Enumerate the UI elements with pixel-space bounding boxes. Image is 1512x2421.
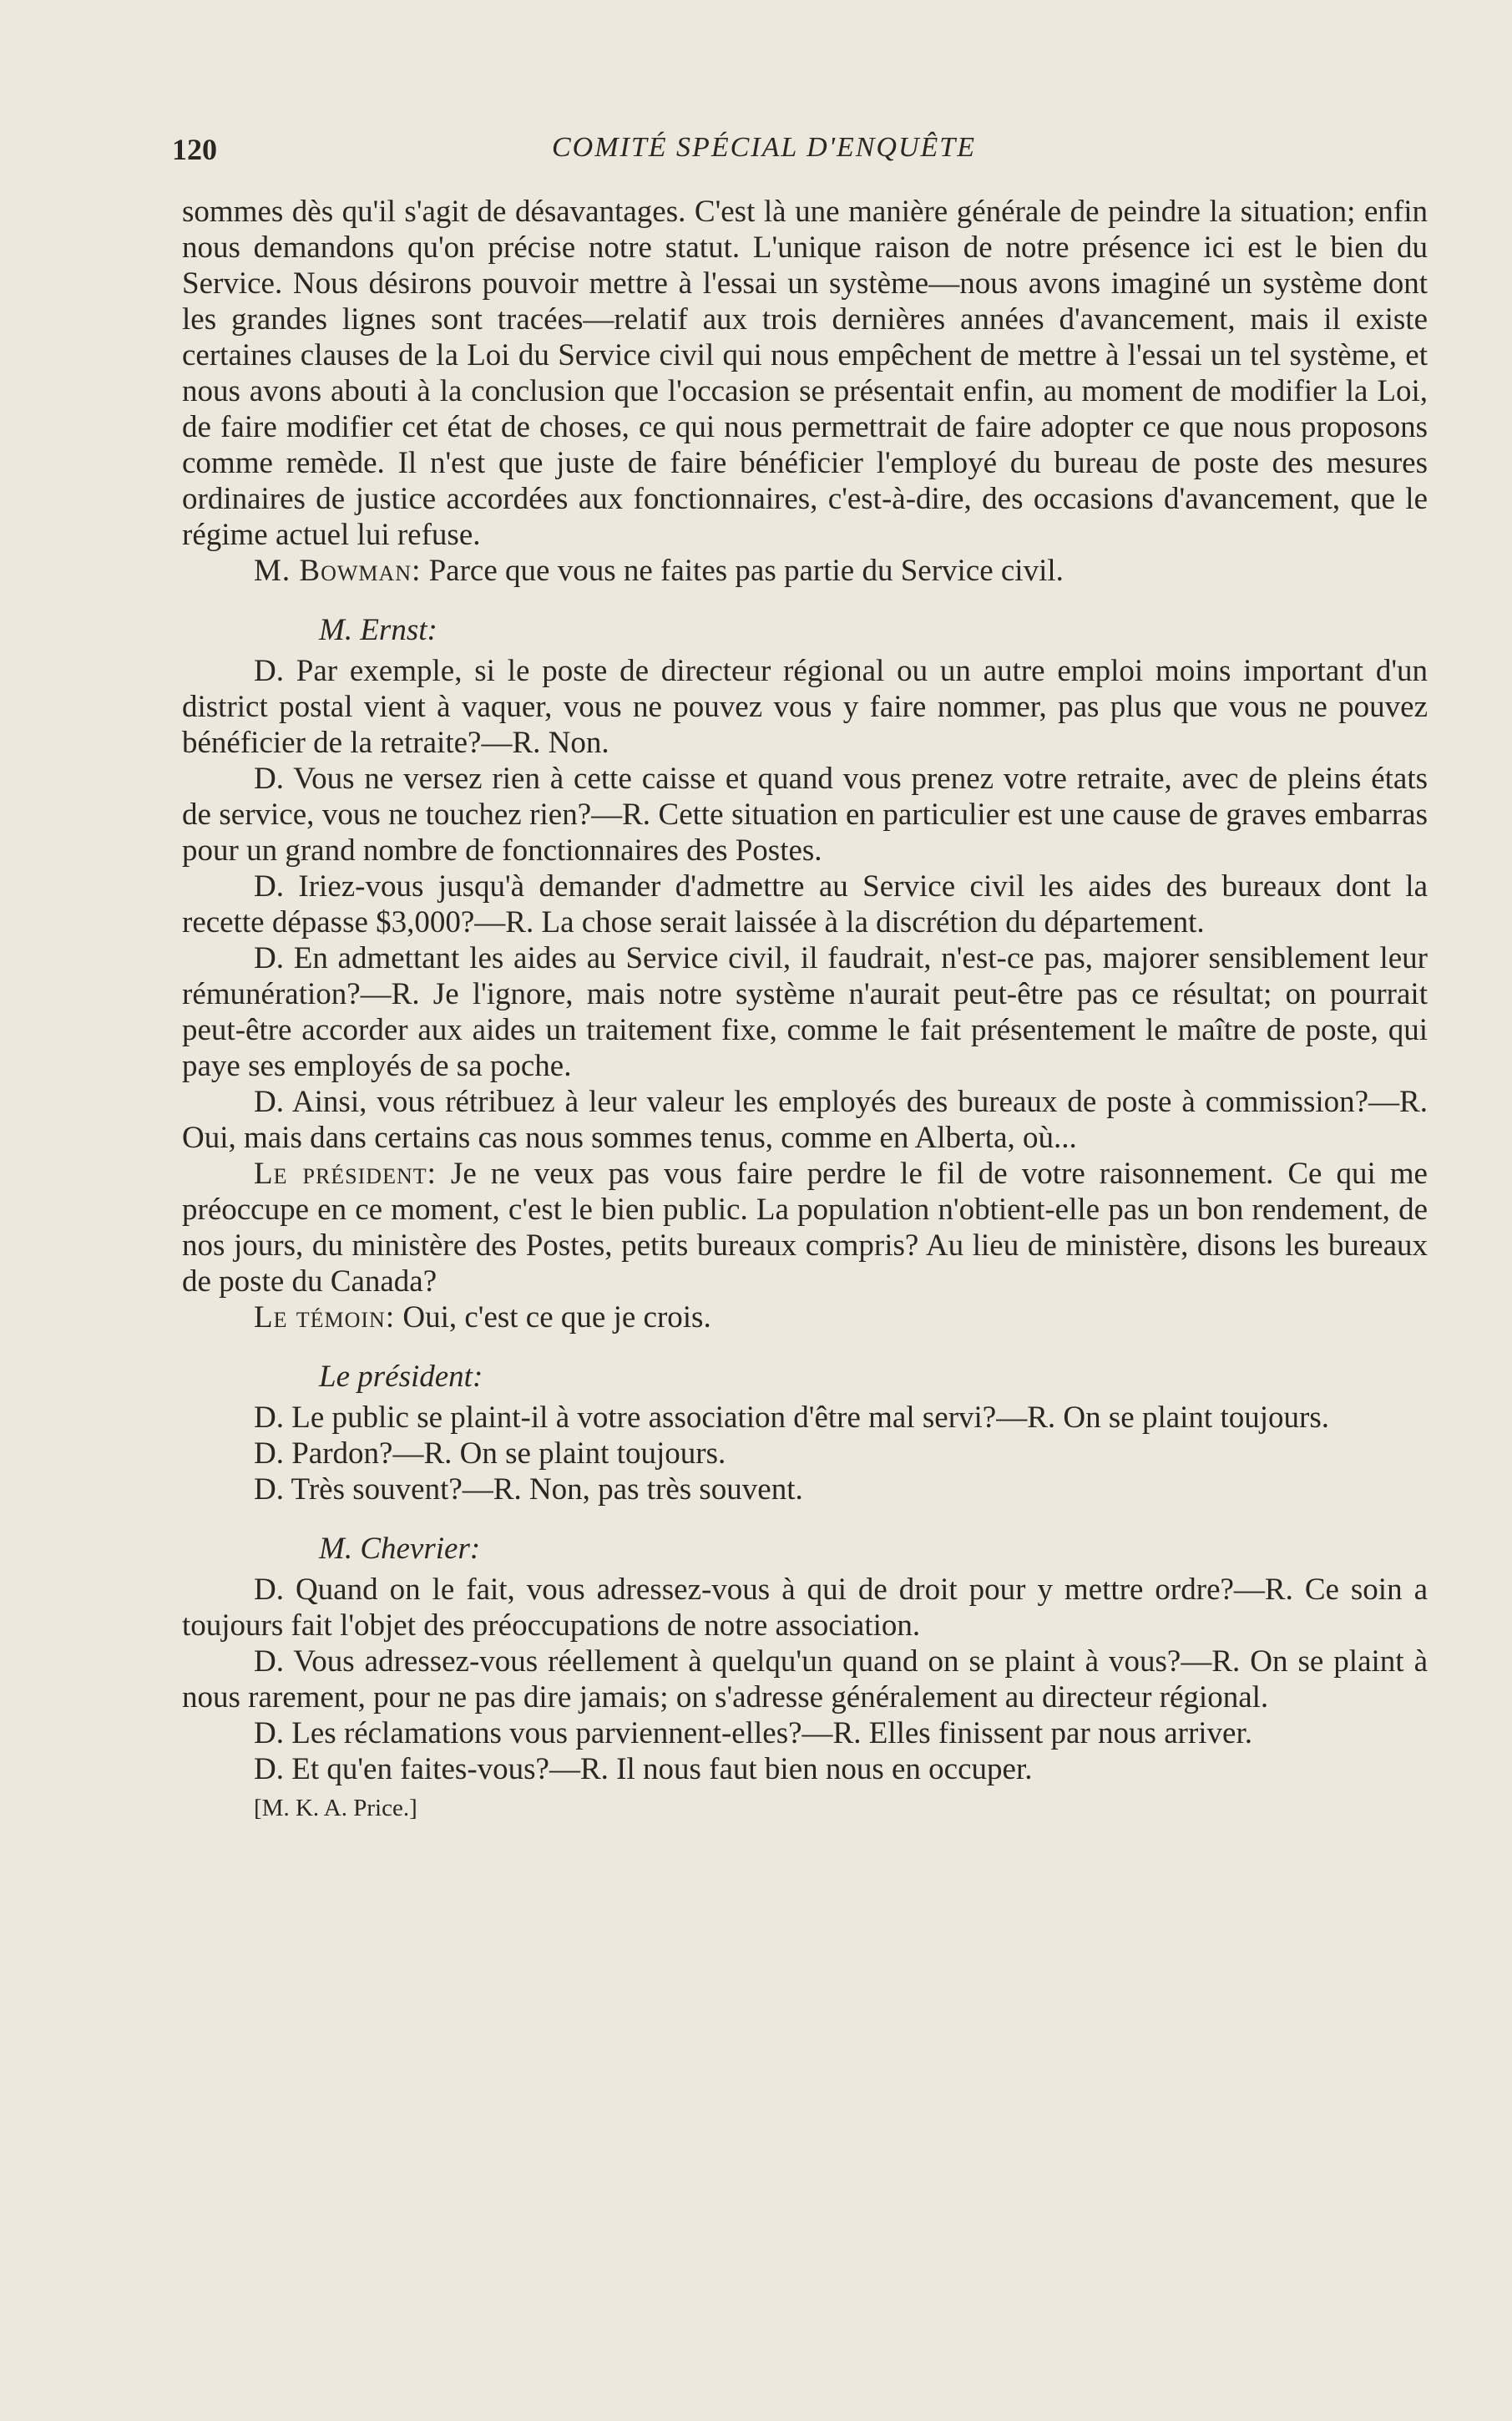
speaker-name: M. Bowman: [254,554,422,588]
speaker-statement [182,1299,1428,1335]
speaker-name: Le témoin: [254,1300,396,1335]
question-answer: D. Le public se plaint-il à votre association d'être mal servi?—R. On se plaint toujours. [254,1400,1329,1435]
question-answer: D. Ainsi, vous rétribuez à leur valeur les employés des bureaux de poste à commission?—R. Oui, mais dans certains cas nous sommes tenus, comme en Alberta, où... [182,1085,1428,1155]
witness-note: [M. K. A. Price.] [254,1795,417,1821]
speaker-text: Je ne veux pas vous faire perdre le fil de votre raisonnement. Ce qui me préoccupe en ce moment, c'est le bien public. La population n'obtient-elle pas un bon rendement, de nos jours, du ministère des Postes, petits bureaux compris? Au lieu de ministère, disons les bureaux de poste du Canada? [182,1157,1428,1299]
page-header [172,132,1358,174]
running-head: COMITÉ SPÉCIAL D'ENQUÊTE [552,132,976,163]
speaker-heading: Le président: [319,1360,483,1394]
question-answer: D. Iriez-vous jusqu'à demander d'admettre au Service civil les aides des bureaux dont la recette dépasse $3,000?—R. La chose serait laissée à la discrétion du département. [182,869,1428,940]
question-answer: D. Vous ne versez rien à cette caisse et quand vous prenez votre retraite, avec de pleins états de service, vous ne touchez rien?—R. Cette situation en particulier est une cause de graves embarras pour un grand nombre de fonctionnaires des Postes. [182,762,1428,868]
question-answer: D. Très souvent?—R. Non, pas très souvent. [254,1472,803,1507]
question-answer: D. Par exemple, si le poste de directeur régional ou un autre emploi moins important d'un district postal vient à vaquer, vous ne pouvez vous y faire nommer, pas plus que vous ne pouvez bénéficier de la retraite?—R. Non. [182,654,1428,760]
transcript-body [182,194,1428,1826]
question-answer: D. Et qu'en faites-vous?—R. Il nous faut bien nous en occuper. [254,1752,1033,1786]
question-answer: D. Vous adressez-vous réellement à quelqu'un quand on se plaint à vous?—R. On se plaint à nous rarement, pour ne pas dire jamais; on s'adresse généralement au directeur régional. [182,1644,1428,1714]
question-answer: D. Quand on le fait, vous adressez-vous à qui de droit pour y mettre ordre?—R. Ce soin a toujours fait l'objet des préoccupations de notre association. [182,1573,1428,1643]
question-answer: D. En admettant les aides au Service civil, il faudrait, n'est-ce pas, majorer sensiblement leur rémunération?—R. Je l'ignore, mais notre système n'aurait peut-être pas ce résultat; on pourrait peut-être accorder aux aides un traitement fixe, comme le fait présentement le maître de poste, qui paye ses employés de sa poche. [182,941,1428,1083]
speaker-name: Le président: [254,1157,437,1191]
paragraph-continued: sommes dès qu'il s'agit de désavantages. C'est là une manière générale de peindre la situation; enfin nous demandons qu'on précise notre statut. L'unique raison de notre présence ici est le bien du Service. Nous désirons pouvoir mettre à l'essai un système—nous avons imaginé un système dont les grandes lignes sont tracées—relatif aux trois dernières années d'avancement, mais il existe certaines clauses de la Loi du Service civil qui nous empêchent de mettre à l'essai un tel système, et nous avons abouti à la conclusion que l'occasion se présentait enfin, au moment de modifier la Loi, de faire modifier cet état de choses, ce qui nous permettrait de faire adopter ce que nous proposons comme remède. Il n'est que juste de faire bénéficier l'employé du bureau de poste des mesures ordinaires de justice accordées aux fonctionnaires, c'est-à-dire, des occasions d'avancement, que le régime actuel lui refuse. [182,195,1428,552]
page-number: 120 [172,133,217,166]
speaker-heading: M. Ernst: [319,613,437,647]
speaker-text: Oui, c'est ce que je crois. [395,1300,711,1335]
speaker-statement [182,1156,1428,1299]
question-answer: D. Pardon?—R. On se plaint toujours. [254,1436,726,1471]
speaker-heading: M. Chevrier: [319,1532,481,1566]
speaker-statement [182,553,1428,589]
speaker-text: Parce que vous ne faites pas partie du Service civil. [421,554,1064,588]
question-answer: D. Les réclamations vous parviennent-elles?—R. Elles finissent par nous arriver. [254,1716,1252,1750]
